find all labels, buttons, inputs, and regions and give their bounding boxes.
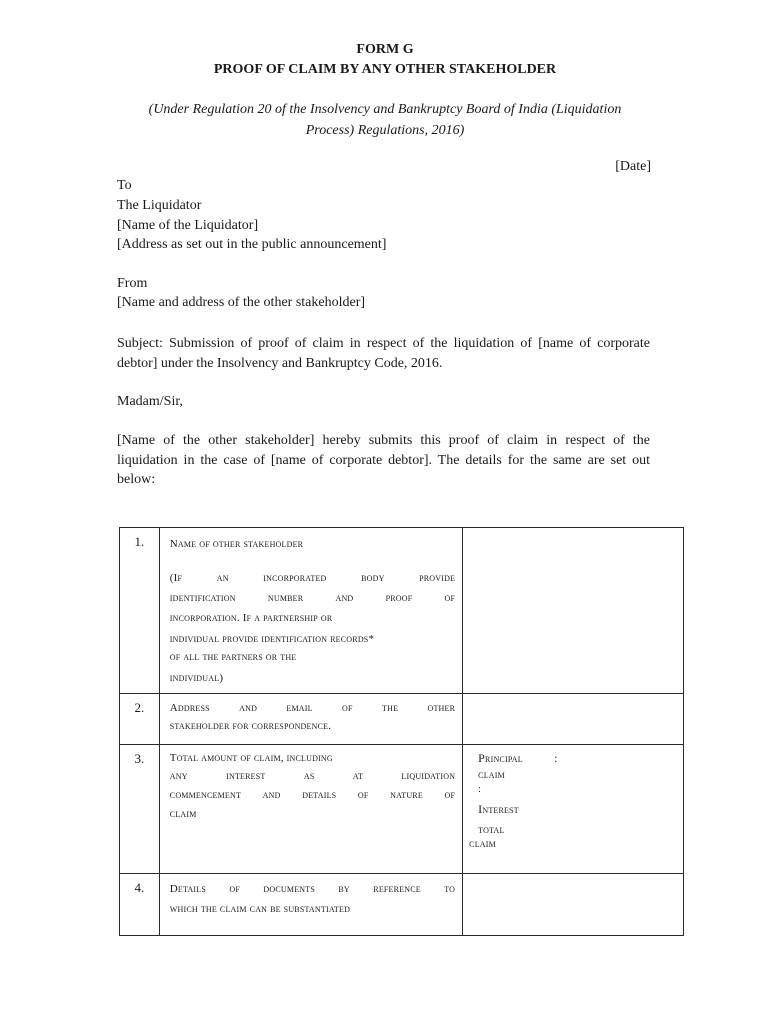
principal-claim-label: claim bbox=[478, 769, 505, 781]
row-description bbox=[159, 528, 462, 694]
row-number: 3. bbox=[120, 745, 160, 874]
regulation-line-2: Process) Regulations, 2016) bbox=[305, 123, 465, 138]
stakeholder-name-field[interactable] bbox=[463, 528, 684, 694]
table-row bbox=[120, 528, 684, 694]
stakeholder-name-address: [Name and address of the other stakeholder] bbox=[117, 295, 366, 310]
form-title: PROOF OF CLAIM BY ANY OTHER STAKEHOLDER bbox=[213, 62, 557, 77]
from-label: From bbox=[117, 276, 148, 291]
row-number: 1. bbox=[120, 528, 160, 694]
row-line: Details of documents by reference to bbox=[169, 883, 456, 895]
subject-paragraph bbox=[117, 334, 650, 373]
row-line: stakeholder for correspondence. bbox=[169, 720, 332, 732]
row-title: Name of other stakeholder bbox=[169, 538, 304, 550]
row-line: of all the partners or the bbox=[169, 651, 297, 663]
principal-colon: : bbox=[554, 751, 558, 765]
row-line: any interest as at liquidation bbox=[169, 770, 456, 782]
row-description bbox=[159, 745, 462, 874]
regulation-line-1: (Under Regulation 20 of the Insolvency and Bankruptcy Board of India (Liquidation bbox=[148, 102, 622, 117]
row-description bbox=[159, 694, 462, 745]
claim-amount-field[interactable] bbox=[463, 745, 684, 874]
table-row bbox=[120, 694, 684, 745]
row-line: (If an incorporated body provide bbox=[169, 572, 456, 584]
liquidator-label: The Liquidator bbox=[117, 198, 202, 213]
salutation: Madam/Sir, bbox=[117, 394, 183, 409]
row-line: Address and email of the other bbox=[169, 702, 456, 714]
documents-field[interactable] bbox=[463, 874, 684, 936]
subject-line-2: debtor] under the Insolvency and Bankruptcy Code, 2016. bbox=[117, 355, 443, 371]
row-line: incorporation. If a partnership or bbox=[169, 612, 333, 624]
row-line: Total amount of claim, including bbox=[169, 752, 333, 764]
claim-colon: : bbox=[478, 784, 481, 795]
row-line: individual) bbox=[169, 672, 224, 684]
table-row bbox=[120, 745, 684, 874]
subject-line-1: Subject: Submission of proof of claim in respect of the liquidation of [name of corporate bbox=[117, 336, 650, 351]
body-line-2: liquidation in the case of [name of corporate debtor]. The details for the same are set out bbox=[117, 452, 650, 468]
row-line: claim bbox=[169, 808, 197, 820]
row-line: identification number and proof of bbox=[169, 592, 456, 604]
total-label: total bbox=[478, 824, 505, 836]
liquidator-name: [Name of the Liquidator] bbox=[117, 218, 259, 233]
to-label: To bbox=[117, 178, 132, 193]
liquidator-address: [Address as set out in the public announcement] bbox=[117, 237, 387, 252]
body-paragraph bbox=[117, 431, 650, 490]
claim-details-table bbox=[119, 527, 684, 936]
principal-label: Principal bbox=[478, 751, 523, 765]
total-claim-label: claim bbox=[469, 838, 496, 850]
row-number: 2. bbox=[120, 694, 160, 745]
table-row bbox=[120, 874, 684, 936]
address-email-field[interactable] bbox=[463, 694, 684, 745]
date-placeholder: [Date] bbox=[615, 159, 651, 174]
row-description bbox=[159, 874, 462, 936]
body-line-1: [Name of the other stakeholder] hereby submits this proof of claim in respect of the bbox=[117, 433, 650, 448]
form-heading: FORM G bbox=[356, 42, 414, 57]
interest-label: Interest bbox=[478, 802, 519, 816]
row-line: commencement and details of nature of bbox=[169, 789, 456, 801]
row-line: which the claim can be substantiated bbox=[169, 903, 351, 915]
row-number: 4. bbox=[120, 874, 160, 936]
row-line: individual provide identification records* bbox=[169, 633, 375, 645]
body-line-3: below: bbox=[117, 472, 156, 487]
